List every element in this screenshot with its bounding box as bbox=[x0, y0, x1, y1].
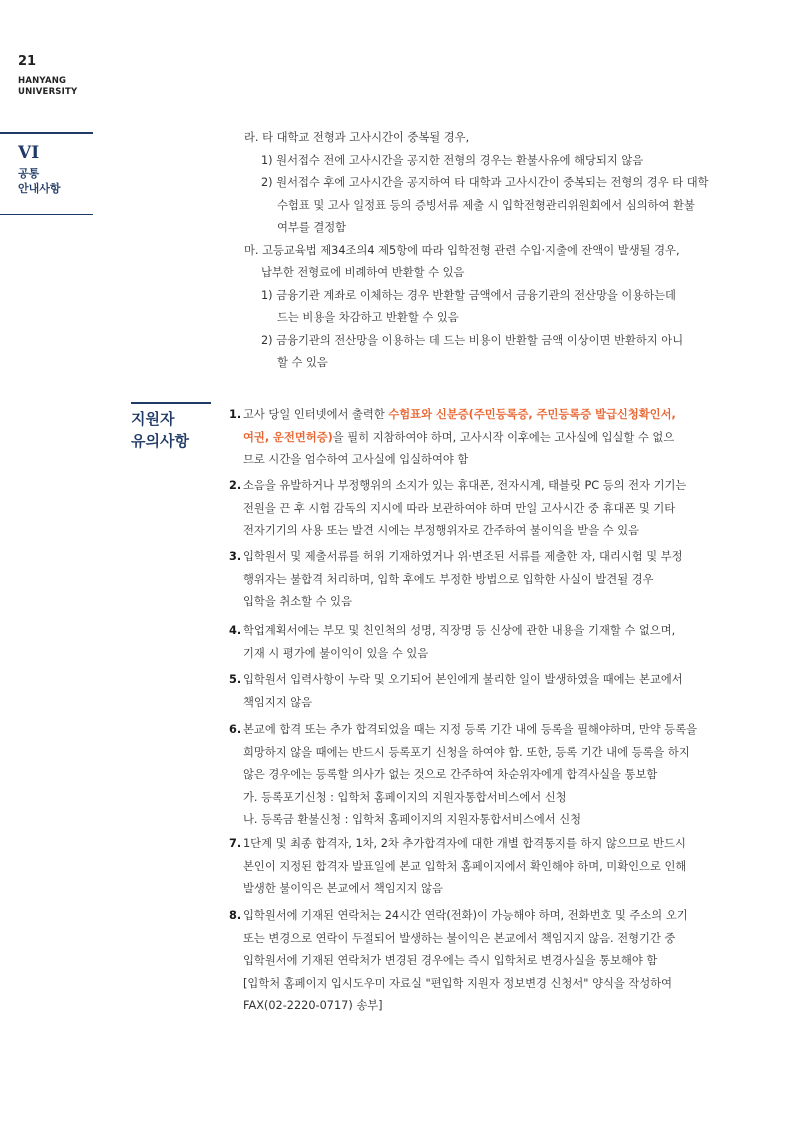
refund-line: 여부를 결정함 bbox=[277, 221, 347, 234]
university-name bbox=[18, 76, 77, 98]
section-divider-top bbox=[0, 132, 93, 134]
section-divider-bottom bbox=[0, 214, 93, 215]
refund-line: 2) 금융기관의 전산망을 이용하는 데 드는 비용이 반환할 금액 이상이면 반환하지 아니 bbox=[261, 333, 684, 347]
item-number: 8. bbox=[229, 909, 242, 922]
section-title bbox=[18, 166, 61, 196]
refund-line: 할 수 있음 bbox=[277, 356, 328, 369]
item-number: 7. bbox=[229, 837, 242, 850]
section-title-line1: 공통 bbox=[18, 167, 40, 180]
item-text: 또는 변경으로 연락이 두절되어 발생하는 불이익은 본교에서 책임지지 않음. 전형기간 중 bbox=[243, 931, 676, 945]
notice-item-5 bbox=[229, 669, 683, 714]
refund-line: 1) 금융기관 계좌로 이체하는 경우 반환할 금액에서 금융기관의 전산망을 이용하는데 bbox=[261, 288, 676, 302]
notice-item-8 bbox=[229, 905, 688, 1018]
item-text: 소음을 유발하거나 부정행위의 소지가 있는 휴대폰, 전자시계, 태블릿 PC 등의 전자 기기는 bbox=[243, 479, 687, 492]
item-number: 1. bbox=[229, 408, 242, 421]
refund-block bbox=[244, 127, 709, 375]
item-text: 희망하지 않을 때에는 반드시 등록포기 신청을 하여야 함. 또한, 등록 기간 내에 등록을 하지 bbox=[243, 745, 690, 759]
item-text: 책임지지 않음 bbox=[243, 695, 313, 709]
refund-line: 라. 타 대학교 전형과 고사시간이 중복될 경우, bbox=[244, 131, 470, 144]
item-text: [입학처 홈페이지 입시도우미 자료실 "편입학 지원자 정보변경 신청서" 양식을 작성하여 bbox=[243, 976, 673, 990]
notice-item-4 bbox=[229, 620, 675, 665]
item-text: 발생한 불이익은 본교에서 책임지지 않음 bbox=[243, 882, 443, 895]
refund-line: 드는 비용을 차감하고 반환할 수 있음 bbox=[277, 311, 459, 324]
item-text: 고사 당일 인터넷에서 출력한 bbox=[243, 408, 389, 421]
item-text: 입학원서 입력사항이 누락 및 오기되어 본인에게 불리한 일이 발생하였을 때에는 본교에서 bbox=[243, 673, 683, 686]
item-text: 행위자는 불합격 처리하며, 입학 후에도 부정한 방법으로 입학한 사실이 발견될 경우 bbox=[243, 572, 654, 586]
item-text: FAX(02-2220-0717) 송부] bbox=[243, 999, 383, 1012]
item-number: 3. bbox=[229, 550, 242, 563]
item-text: 전원을 끈 후 시험 감독의 지시에 따라 보관하여야 하며 만일 고사시간 중 휴대폰 및 기타 bbox=[243, 501, 676, 515]
notice-item-3 bbox=[229, 546, 683, 614]
item-number: 4. bbox=[229, 624, 242, 637]
item-text: 본인이 지정된 합격자 발표일에 본교 입학처 홈페이지에서 확인해야 하며, 미확인으로 인해 bbox=[243, 859, 687, 873]
section-title-line2: 안내사항 bbox=[18, 182, 61, 195]
item-highlight: 여권, 운전면허증) bbox=[243, 430, 333, 444]
refund-line: 2) 원서접수 후에 고사시간을 공지하여 타 대학과 고사시간이 중복되는 전형의 경우 타 대학 bbox=[261, 176, 709, 189]
page-number: 21 bbox=[18, 54, 37, 69]
refund-line: 납부한 전형료에 비례하여 반환할 수 있음 bbox=[261, 266, 465, 279]
item-text: 을 필히 지참하여야 하며, 고사시작 이후에는 고사실에 입실할 수 없으 bbox=[332, 430, 675, 444]
refund-line: 마. 고등교육법 제34조의4 제5항에 따라 입학전형 관련 수입·지출에 잔액이 발생될 경우, bbox=[244, 243, 680, 257]
refund-line: 수험표 및 고사 일정표 등의 증빙서류 제출 시 입학전형관리위원회에서 심의하여 환불 bbox=[277, 198, 695, 212]
item-number: 6. bbox=[229, 723, 242, 736]
item-text: 기재 시 평가에 불이익이 있을 수 있음 bbox=[243, 646, 429, 660]
item-subpoint: 나. 등록금 환불신청 : 입학처 홈페이지의 지원자통합서비스에서 신청 bbox=[243, 813, 582, 826]
university-name-line2: UNIVERSITY bbox=[18, 87, 78, 97]
item-highlight: 수험표와 신분증(주민등록증, 주민등록증 발급신청확인서, bbox=[388, 408, 676, 421]
section-number: VI bbox=[18, 143, 40, 163]
notice-item-1 bbox=[229, 404, 676, 472]
subsection-title-line2: 유의사항 bbox=[131, 432, 189, 450]
subsection-title bbox=[131, 408, 189, 452]
subsection-divider bbox=[131, 402, 211, 404]
university-name-line1: HANYANG bbox=[18, 76, 67, 86]
item-text: 입학을 취소할 수 있음 bbox=[243, 595, 352, 608]
item-text: 않은 경우에는 등록할 의사가 없는 것으로 간주하여 차순위자에게 합격사실을 통보함 bbox=[243, 768, 658, 781]
item-text: 전자기기의 사용 또는 발견 시에는 부정행위자로 간주하여 불이익을 받을 수 있음 bbox=[243, 524, 640, 537]
item-subpoint: 가. 등록포기신청 : 입학처 홈페이지의 지원자통합서비스에서 신청 bbox=[243, 790, 567, 804]
item-number: 5. bbox=[229, 673, 242, 686]
item-text: 입학원서에 기재된 연락처가 변경된 경우에는 즉시 입학처로 변경사실을 통보해야 함 bbox=[243, 954, 658, 967]
item-text: 입학원서에 기재된 연락처는 24시간 연락(전화)이 가능해야 하며, 전화번호 및 주소의 오기 bbox=[243, 909, 688, 922]
subsection-title-line1: 지원자 bbox=[131, 410, 175, 428]
refund-line: 1) 원서접수 전에 고사시간을 공지한 전형의 경우는 환불사유에 해당되지 않음 bbox=[261, 153, 644, 167]
notice-item-6 bbox=[229, 719, 697, 832]
notice-item-7 bbox=[229, 833, 686, 901]
item-number: 2. bbox=[229, 479, 242, 492]
item-text: 므로 시간을 엄수하여 고사실에 입실하여야 함 bbox=[243, 453, 469, 466]
item-text: 입학원서 및 제출서류를 허위 기재하였거나 위·변조된 서류를 제출한 자, 대리시험 및 부정 bbox=[243, 550, 683, 563]
item-text: 1단계 및 최종 합격자, 1차, 2차 추가합격자에 대한 개별 합격통지를 하지 않으므로 반드시 bbox=[243, 837, 686, 850]
item-text: 본교에 합격 또는 추가 합격되었을 때는 지정 등록 기간 내에 등록을 필해야하며, 만약 등록을 bbox=[243, 723, 698, 736]
notice-item-2 bbox=[229, 475, 686, 543]
item-text: 학업계획서에는 부모 및 친인척의 성명, 직장명 등 신상에 관한 내용을 기재할 수 없으며, bbox=[243, 624, 676, 637]
